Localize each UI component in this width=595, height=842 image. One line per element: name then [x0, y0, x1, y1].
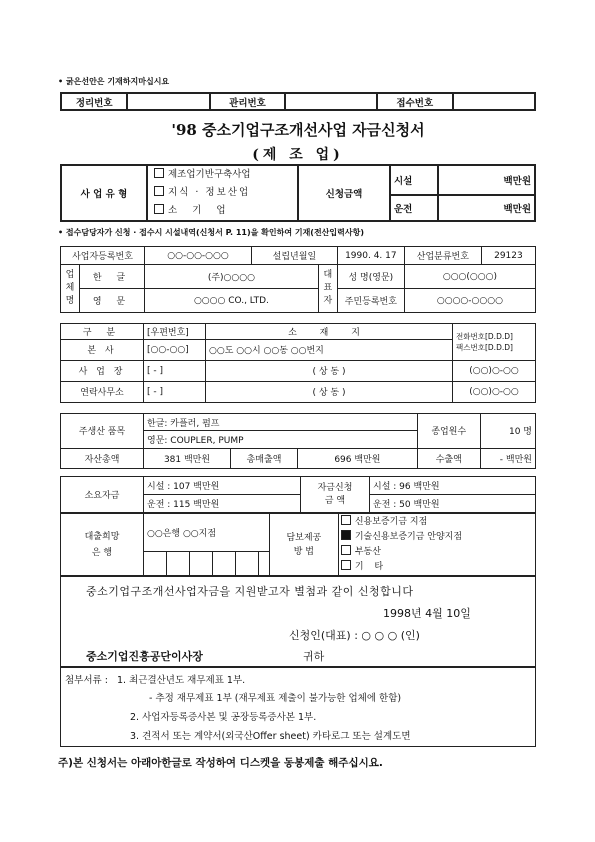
est-date-label: 설립년월일	[252, 247, 338, 265]
reg-number-field[interactable]	[127, 93, 209, 110]
checkbox-icon	[154, 204, 164, 214]
korean-name-value[interactable]: (주)○○○○	[145, 265, 319, 289]
applied-facility[interactable]: 시설 : 96 백만원	[370, 477, 536, 495]
site-phone[interactable]: (○○)○-○○	[453, 360, 536, 381]
address-table	[60, 323, 536, 403]
account-digit-box[interactable]	[167, 552, 190, 576]
checkbox-icon	[341, 560, 351, 570]
company-name-group-label: 업 체 명	[61, 265, 80, 313]
attachment-item: - 추정 재무제표 1부 (재무제표 제출이 불가능한 업체에 한함)	[149, 693, 402, 704]
attachment-item: 3. 견적서 또는 계약서(외국산Offer sheet) 카타로그 또는 설계도면	[130, 731, 411, 742]
reg-number-label: 정리번호	[61, 93, 127, 110]
est-date-value[interactable]: 1990. 4. 17	[337, 247, 404, 265]
funding-table	[60, 476, 536, 513]
office-phone[interactable]: (○○)○-○○	[453, 381, 536, 402]
registration-box	[60, 92, 536, 111]
staff-note: • 접수담당자가 신청 · 접수시 시설내역(신청서 P. 11)을 확인하여 기재(전산입력사항)	[58, 228, 364, 237]
attachment-item: 1. 최근결산년도 재무제표 1부.	[117, 675, 246, 686]
export-label: 수출액	[417, 448, 480, 468]
account-digit-box[interactable]	[213, 552, 236, 576]
applied-working[interactable]: 운전 : 50 백만원	[370, 495, 536, 513]
bank-table	[60, 513, 536, 576]
export-value[interactable]: - 백만원	[480, 448, 535, 468]
collateral-option-tech[interactable]: 기술신용보증기금 안양지점	[341, 530, 532, 545]
attachments-block	[60, 667, 536, 747]
applied-amount-label: 자금신청 금 액	[301, 477, 370, 513]
applicant-signature[interactable]: 신청인(대표) : ○ ○ ○ (인)	[289, 629, 420, 642]
rep-id-label: 주민등록번호	[337, 289, 404, 313]
class-no-label: 산업분류번호	[404, 247, 481, 265]
location-label: 소 재 지	[206, 324, 453, 340]
product-korean[interactable]: 한글: 카플러, 펌프	[144, 414, 418, 431]
recv-number-label: 접수번호	[377, 93, 453, 110]
attachments-label: 첨부서류 :	[65, 675, 108, 686]
business-type-table	[60, 164, 536, 222]
english-name-value[interactable]: ○○○○ CO., LTD.	[145, 289, 319, 313]
working-amount[interactable]: 백만원	[438, 195, 535, 221]
checkbox-icon	[154, 168, 164, 178]
product-table	[60, 413, 536, 469]
reg-no-value[interactable]: ○○-○○-○○○	[145, 247, 252, 265]
bank-label: 대출희망 은 행	[61, 514, 144, 576]
sales-value[interactable]: 696 백만원	[298, 448, 418, 468]
hq-address[interactable]: ○○도 ○○시 ○○동 ○○번지	[206, 339, 453, 360]
english-name-label: 영 문	[80, 289, 145, 313]
business-type-label: 사 업 유 형	[61, 165, 147, 221]
assets-value[interactable]: 381 백만원	[144, 448, 231, 468]
working-label: 운전	[390, 195, 438, 221]
checkbox-icon	[341, 515, 351, 525]
account-digit-box[interactable]	[190, 552, 213, 576]
mgmt-number-label: 관리번호	[210, 93, 286, 110]
office-label: 연락사무소	[61, 381, 144, 402]
reg-no-label: 사업자등록번호	[61, 247, 145, 265]
rep-name-value[interactable]: ○○○(○○○)	[404, 265, 535, 289]
option-small-business[interactable]: 소 기 업	[154, 202, 294, 220]
rep-name-label: 성 명(영문)	[337, 265, 404, 289]
required-facility[interactable]: 시설 : 107 백만원	[144, 477, 301, 495]
employees-value[interactable]: 10 명	[480, 414, 535, 449]
collateral-option-realestate[interactable]: 부동산	[341, 545, 532, 560]
recv-number-field[interactable]	[453, 93, 535, 110]
phone-fax-label: 전화번호[D.D.D] 팩스번호[D.D.D]	[453, 324, 536, 361]
collateral-option-credit[interactable]: 신용보증기금 지점	[341, 515, 532, 530]
top-note: • 굵은선안은 기재하지마십시요	[58, 77, 170, 86]
page-title: '98 중소기업구조개선사업 자금신청서	[171, 121, 425, 139]
application-date[interactable]: 1998년 4월 10일	[383, 607, 471, 620]
mgmt-number-field[interactable]	[285, 93, 377, 110]
bank-branch[interactable]: ○○은행 ○○지점	[144, 514, 270, 552]
attachment-item: 2. 사업자등록증사본 및 공장등록증사본 1부.	[130, 712, 317, 723]
category-label: 구 분	[61, 324, 144, 340]
honorific: 귀하	[303, 650, 325, 663]
office-postal[interactable]: [ - ]	[144, 381, 206, 402]
employees-label: 종업원수	[417, 414, 480, 449]
korean-name-label: 한 글	[80, 265, 145, 289]
checkbox-icon	[154, 186, 164, 196]
checkbox-icon	[341, 545, 351, 555]
site-label: 사 업 장	[61, 360, 144, 381]
option-knowledge[interactable]: 지식 · 정보산업	[154, 184, 294, 202]
product-english[interactable]: 영문: COUPLER, PUMP	[144, 431, 418, 448]
collateral-label: 담보제공 방 법	[269, 514, 338, 576]
footer-note: 주)본 신청서는 아래아한글로 작성하여 디스켓을 동봉제출 해주십시요.	[58, 757, 383, 769]
account-digit-box[interactable]	[144, 552, 167, 576]
office-address[interactable]: ( 상 동 )	[206, 381, 453, 402]
site-postal[interactable]: [ - ]	[144, 360, 206, 381]
required-working[interactable]: 운전 : 115 백만원	[144, 495, 301, 513]
hq-label: 본 사	[61, 339, 144, 360]
declaration-text: 중소기업구조개선사업자금을 지원받고자 별첨과 같이 신청합니다	[86, 585, 414, 598]
checked-checkbox-icon	[341, 530, 351, 540]
sales-label: 총매출액	[231, 448, 298, 468]
account-digit-box[interactable]	[259, 552, 270, 576]
facility-amount[interactable]: 백만원	[438, 165, 535, 195]
assets-label: 자산총액	[61, 448, 144, 468]
option-manufacturing[interactable]: 제조업기반구축사업	[154, 166, 294, 184]
account-digit-box[interactable]	[236, 552, 259, 576]
class-no-value[interactable]: 29123	[481, 247, 535, 265]
page-subtitle: (제 조 업)	[252, 147, 344, 163]
company-table	[60, 246, 536, 313]
required-funds-label: 소요자금	[61, 477, 144, 513]
facility-label: 시설	[390, 165, 438, 195]
declaration-block	[60, 576, 536, 667]
collateral-option-other[interactable]: 기 타	[341, 560, 532, 575]
hq-postal[interactable]: [○○-○○]	[144, 339, 206, 360]
site-address[interactable]: ( 상 동 )	[206, 360, 453, 381]
product-label: 주생산 품목	[61, 414, 144, 449]
postal-label: [우편번호]	[144, 324, 206, 340]
rep-id-value[interactable]: ○○○○-○○○○	[404, 289, 535, 313]
representative-group-label: 대 표 자	[318, 265, 337, 313]
amount-label: 신청금액	[298, 165, 390, 221]
addressee: 중소기업진흥공단이사장	[86, 650, 203, 663]
